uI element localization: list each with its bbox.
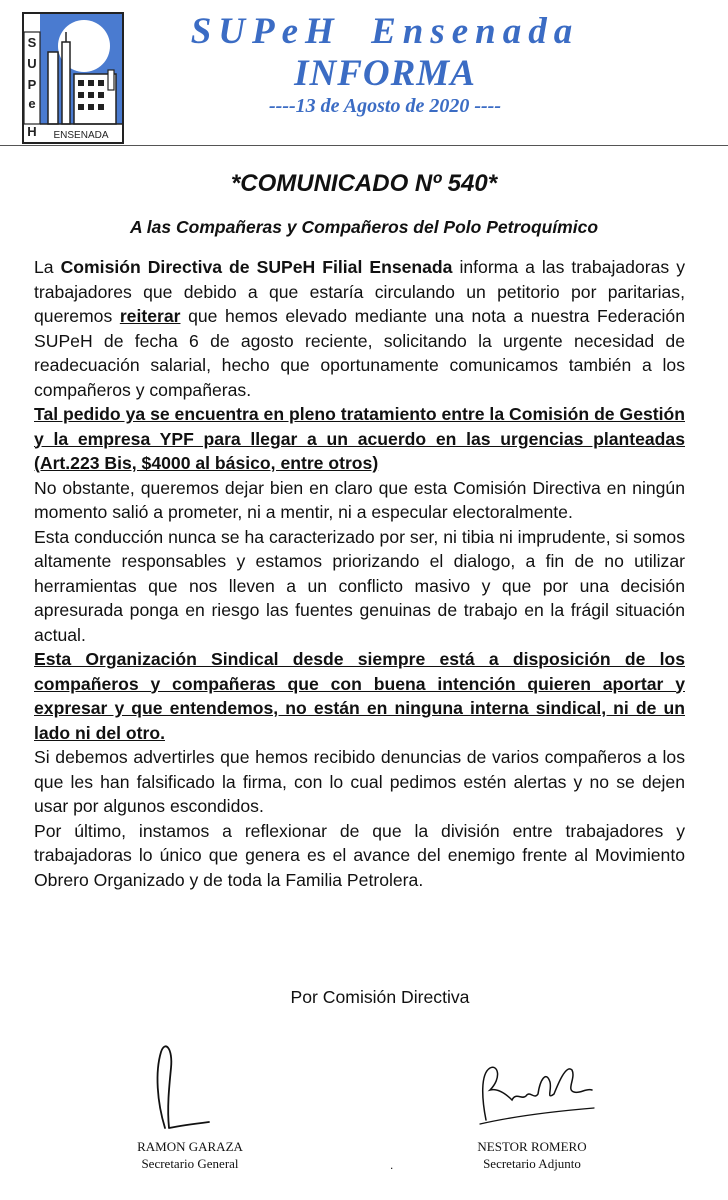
signer-role: Secretario Adjunto xyxy=(483,1156,581,1171)
paragraph-2-emphasis: Tal pedido ya se encuentra en pleno tratamiento entre la Comisión de Gestión y la empresa YPF para llegar a un acuerdo en las urgencias planteadas (Art.223 Bis, $4000 al básico, entre otros) xyxy=(34,404,685,473)
signer-role: Secretario General xyxy=(141,1156,239,1171)
logo-letter-h: H xyxy=(27,124,37,139)
paragraph-5-emphasis: Esta Organización Sindical desde siempre está a disposición de los compañeros y compañeras que con buena intención quieren aportar y expresar y que entendemos, no están en ninguna interna sindical, ni de un lado ni del otro. xyxy=(34,649,685,743)
paragraph-7: Por último, instamos a reflexionar de que la división entre trabajadores y trabajadoras lo único que genera es el avance del enemigo frente al Movimiento Obrero Organizado y de toda la Familia Petrolera. xyxy=(34,820,685,890)
signer-ramon-garaza xyxy=(110,1138,270,1172)
paragraph-4: Esta conducción nunca se ha caracterizado por ser, ni tibia ni imprudente, si somos altamente responsables y estamos priorizando el dialogo, a fin de no utilizar herramientas que nos lleven a un conflicto masivo y que por una decisión apresurada ponga en riesgo las fuentes genuinas de trabajo en la frágil situación actual. xyxy=(34,526,685,645)
p1-bold-commission: Comisión Directiva de SUPeH Filial Ensenada xyxy=(60,257,453,277)
signer-name: NESTOR ROMERO xyxy=(477,1139,587,1154)
communique-addressee: A las Compañeras y Compañeros del Polo Petroquímico xyxy=(129,217,599,237)
logo-letter-e: e xyxy=(28,96,36,111)
supeh-ensenada-logo xyxy=(22,12,124,144)
logo-caption: ENSENADA xyxy=(53,130,109,141)
signoff: Por Comisión Directiva xyxy=(290,987,470,1007)
paragraph-3: No obstante, queremos dejar bien en claro que esta Comisión Directiva en ningún momento salió a prometer, ni a mentir, ni a especular electoralmente. xyxy=(34,477,685,522)
header-divider xyxy=(0,145,728,146)
header-date: ----13 de Agosto de 2020 ---- xyxy=(269,95,501,117)
p1-underlined-reiterar: reiterar xyxy=(119,306,181,326)
p1-text-a: La xyxy=(34,257,61,277)
signature-nestor-romero xyxy=(476,1060,596,1130)
communique-title: *COMUNICADO Nº 540* xyxy=(230,170,498,197)
signature-ramon-garaza xyxy=(135,1042,215,1132)
header-informa: INFORMA xyxy=(294,53,476,94)
paragraph-6: Si debemos advertirles que hemos recibido denuncias de varios compañeros a los que les han falsificado la firma, con lo cual pedimos estén alertas y no se dejen usar por algunos escondidos. xyxy=(34,747,685,816)
p1-text-b: informa a las trabajadoras y trabajadores que debido a que estaría circulando un petitorio por paritarias, queremos xyxy=(34,257,685,326)
signer-name: RAMON GARAZA xyxy=(137,1139,243,1154)
logo-letter-p: P xyxy=(27,77,37,92)
logo-letter-u: U xyxy=(27,56,37,71)
paragraph-1 xyxy=(34,255,685,402)
logo-letter-s: S xyxy=(27,35,37,50)
communique-body xyxy=(34,255,685,892)
header-union-name: SUPeH Ensenada xyxy=(190,11,580,52)
signer-nestor-romero xyxy=(452,1138,612,1172)
p1-text-c: que hemos elevado mediante una nota a nuestra Federación SUPeH de fecha 6 de agosto reciente, solicitando la urgente necesidad de readecuación salarial, hecho que oportunamente comunicamos también a los compañeros y compañeras. xyxy=(34,306,686,400)
footer-dot: . xyxy=(390,1158,394,1172)
